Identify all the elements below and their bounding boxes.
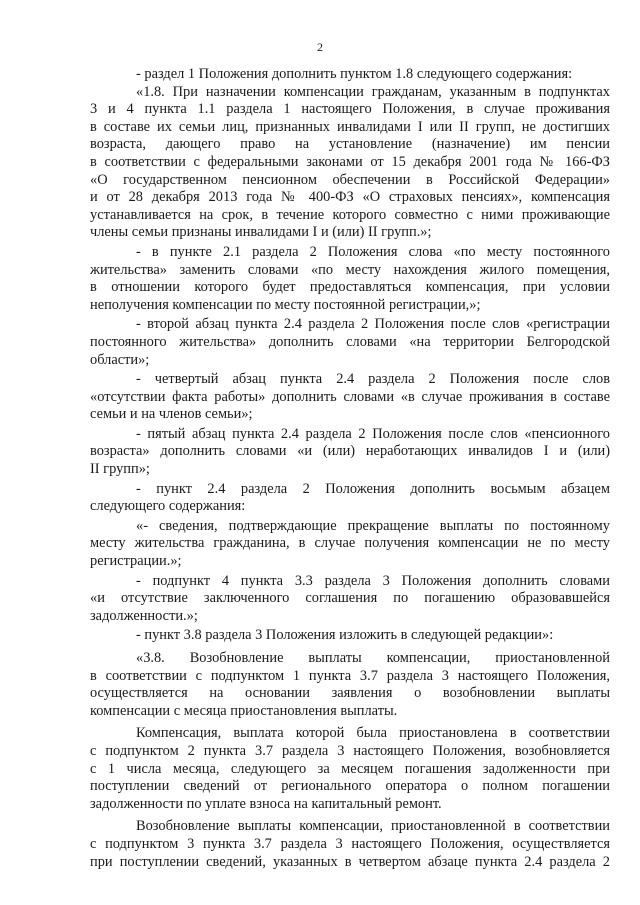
text-line: компенсации с месяца приостановления выплаты.	[90, 702, 398, 719]
text-line: - подпункт 4 пункта 3.3 раздела 3 Положения дополнить словами	[136, 572, 610, 589]
text-line: в соответствии с федеральными законами от 15 декабря 2001 года № 166-ФЗ	[90, 153, 610, 170]
document-body	[90, 66, 610, 871]
paragraph-p1	[90, 66, 610, 84]
text-line: следующего содержания:	[90, 498, 246, 515]
text-line: возраста» дополнить словами «и (или) неработающих инвалидов I и (или)	[90, 443, 610, 460]
text-line: «О государственном пенсионном обеспечении в Российской Федерации»	[90, 171, 610, 188]
text-line: при поступлении сведений, указанных в четвертом абзаце пункта 2.4 раздела 2	[90, 853, 610, 870]
text-line: в отношении которого будет предоставляться компенсация, при условии	[90, 279, 610, 296]
text-line: Компенсация, выплата которой была приостановлена в соответствии	[136, 725, 610, 742]
text-line: возраста, дающего право на установление (назначение) им пенсии	[90, 136, 610, 153]
text-line: устанавливается на срок, в течение которого совместно с ними проживающие	[90, 206, 610, 223]
text-line: регистрации.»;	[90, 553, 182, 570]
text-line: семьи и на членов семьи»;	[90, 406, 253, 423]
text-line: постоянного жительства» дополнить словами «на территории Белгородской	[90, 333, 610, 350]
paragraph-p8	[90, 518, 610, 571]
paragraph-p3	[90, 244, 610, 314]
text-line: «- сведения, подтверждающие прекращение выплаты по постоянному	[136, 517, 610, 534]
text-line: осуществляется на основании заявления о возобновлении выплаты	[90, 685, 610, 702]
text-line: с подпунктом 2 пункта 3.7 раздела 3 настоящего Положения, возобновляется	[90, 742, 610, 759]
paragraph-p12	[90, 725, 610, 813]
text-line: - в пункте 2.1 раздела 2 Положения слова «по месту постоянного	[136, 243, 610, 260]
text-line: 3 и 4 пункта 1.1 раздела 1 настоящего Положения, в случае проживания	[90, 101, 610, 118]
paragraph-p10	[90, 627, 610, 645]
paragraph-p6	[90, 426, 610, 479]
text-line: с 1 числа месяца, следующего за месяцем погашения задолженности при	[90, 760, 610, 777]
text-line: - пятый абзац пункта 2.4 раздела 2 Положения после слов «пенсионного	[136, 425, 610, 442]
text-line: - второй абзац пункта 2.4 раздела 2 Положения после слов «регистрации	[136, 316, 610, 333]
text-line: «3.8. Возобновление выплаты компенсации, приостановленной	[136, 650, 610, 666]
paragraph-p4	[90, 316, 610, 369]
text-line: - пункт 3.8 раздела 3 Положения изложить в следующей редакции»:	[136, 627, 554, 644]
text-line: члены семьи признаны инвалидами I и (или) II групп.»;	[90, 224, 432, 241]
paragraph-p2	[90, 84, 610, 242]
text-line: Возобновление выплаты компенсации, приостановленной в соответствии	[136, 818, 610, 835]
paragraph-p11	[90, 650, 610, 720]
text-line: задолженности.»;	[90, 607, 198, 624]
text-line: в соответствии с подпунктом 1 пункта 3.7 раздела 3 настоящего Положения,	[90, 667, 610, 684]
text-line: - раздел 1 Положения дополнить пунктом 1.8 следующего содержания:	[136, 66, 573, 82]
text-line: «1.8. При назначении компенсации гражданам, указанным в подпунктах	[136, 83, 610, 100]
page-number: 2	[317, 40, 323, 54]
paragraph-p7	[90, 481, 610, 516]
paragraph-p9	[90, 573, 610, 626]
paragraph-p5	[90, 371, 610, 424]
text-line: в составе их семьи лиц, признанных инвалидами I или II групп, не достигших	[90, 118, 610, 135]
text-line: - пункт 2.4 раздела 2 Положения дополнить восьмым абзацем	[136, 480, 610, 497]
text-line: «отсутствии факта работы» дополнить словами «в случае проживания в составе	[90, 388, 610, 405]
text-line: неполучения компенсации по месту постоянной регистрации,»;	[90, 296, 481, 313]
text-line: II групп»;	[90, 461, 150, 478]
text-line: с подпунктом 3 пункта 3.7 раздела 3 настоящего Положения, осуществляется	[90, 835, 610, 852]
text-line: области»;	[90, 351, 150, 368]
text-line: месту жительства гражданина, в случае получения компенсации не по месту	[90, 535, 610, 552]
text-line: - четвертый абзац пункта 2.4 раздела 2 Положения после слов	[136, 371, 610, 388]
paragraph-p13	[90, 818, 610, 871]
text-line: жительства» заменить словами «по месту нахождения жилого помещения,	[90, 261, 610, 278]
text-line: поступлении сведений от регионального оператора о полном погашении	[90, 778, 610, 795]
text-line: задолженности по уплате взноса на капитальный ремонт.	[90, 795, 442, 812]
text-line: и от 28 декабря 2013 года № 400-ФЗ «О страховых пенсиях», компенсация	[90, 189, 610, 206]
text-line: «и отсутствие заключенного соглашения по погашению образовавшейся	[90, 590, 610, 607]
